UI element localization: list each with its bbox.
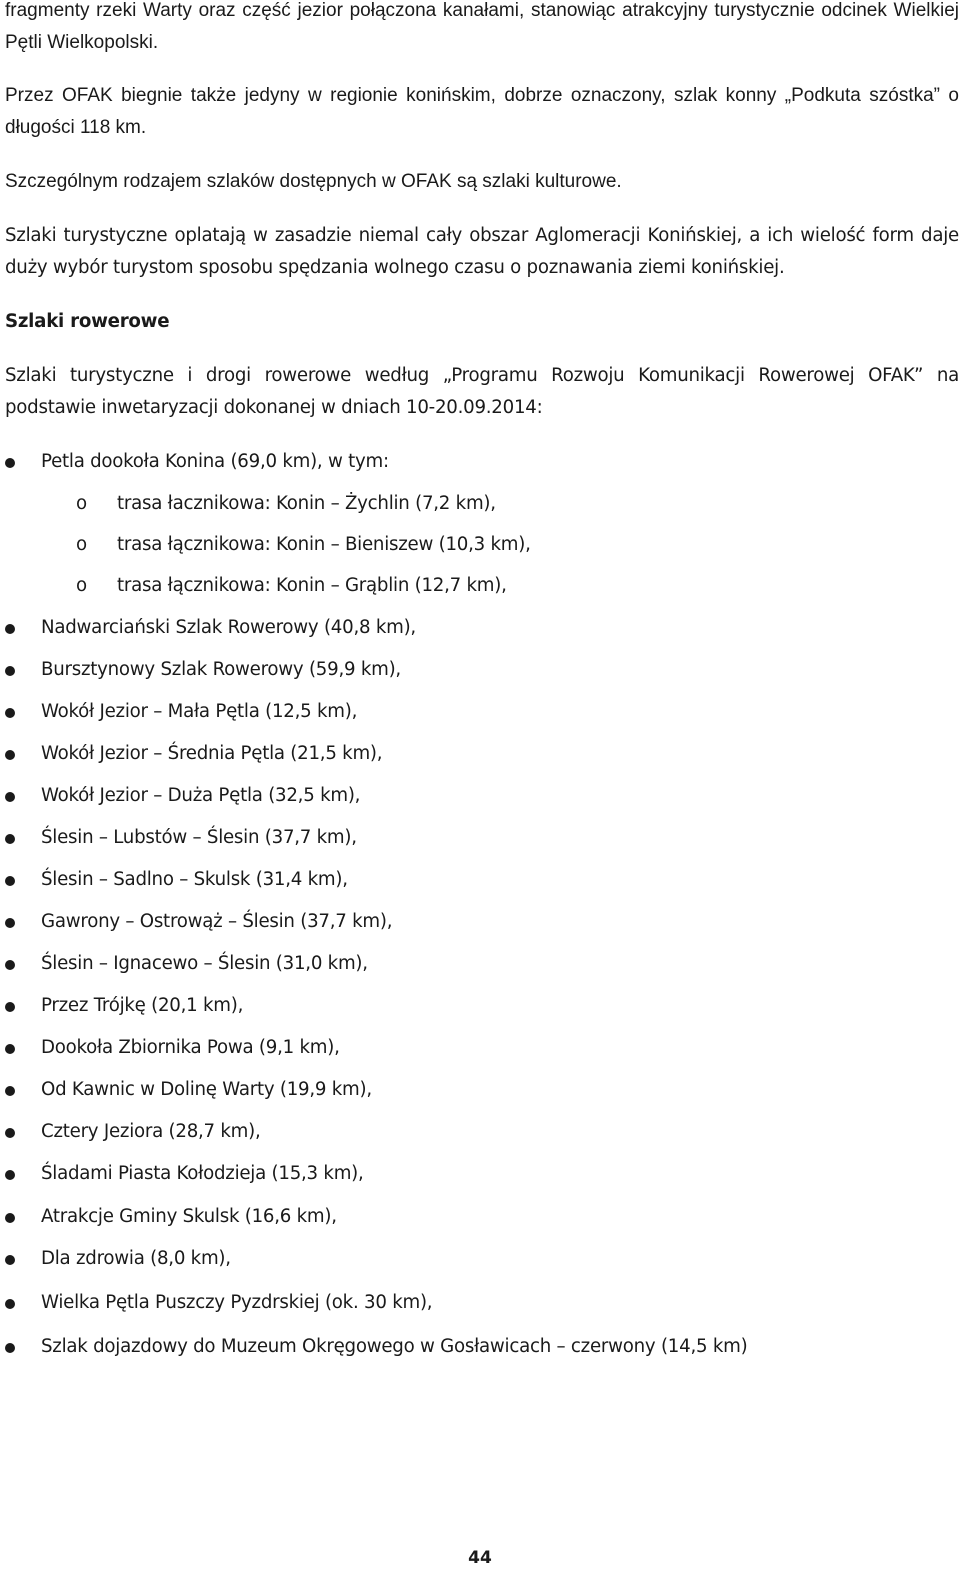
paragraph-warta: fragmenty rzeki Warty oraz część jezior połączona kanałami, stanowiąc atrakcyjny turystycznie odcinek Wielkiej Pętli Wielkopolski. xyxy=(5,0,959,53)
list-item xyxy=(0,780,950,812)
bullet-icon xyxy=(5,960,15,970)
list-item-label: Atrakcje Gminy Skulsk (16,6 km), xyxy=(41,1206,337,1227)
sub-list-item xyxy=(0,529,950,561)
bullet-icon xyxy=(5,708,15,718)
list-item-label: Dookoła Zbiornika Powa (9,1 km), xyxy=(41,1037,340,1058)
bullet-icon xyxy=(5,624,15,634)
list-item xyxy=(0,446,950,478)
list-item-label: Wokół Jezior – Średnia Pętla (21,5 km), xyxy=(41,743,383,764)
list-item xyxy=(0,696,950,728)
section-heading-bike-trails: Szlaki rowerowe xyxy=(5,311,170,332)
list-item xyxy=(0,822,950,854)
list-item xyxy=(0,1201,950,1233)
list-item xyxy=(0,1074,950,1106)
list-item-label: Od Kawnic w Dolinę Warty (19,9 km), xyxy=(41,1079,372,1100)
bullet-icon xyxy=(5,1044,15,1054)
list-item xyxy=(0,738,950,770)
list-item-label: Ślesin – Lubstów – Ślesin (37,7 km), xyxy=(41,827,357,848)
list-item-label: Dla zdrowia (8,0 km), xyxy=(41,1248,231,1269)
sub-list-item xyxy=(0,488,950,520)
bullet-icon xyxy=(5,834,15,844)
list-item xyxy=(0,1116,950,1148)
list-item xyxy=(0,948,950,980)
list-item-label: Przez Trójkę (20,1 km), xyxy=(41,995,244,1016)
list-item xyxy=(0,1158,950,1190)
list-item-label: Petla dookoła Konina (69,0 km), w tym: xyxy=(41,451,389,472)
sub-list-item-label: trasa łącznikowa: Konin – Grąblin (12,7 km), xyxy=(117,575,507,596)
list-item-label: Bursztynowy Szlak Rowerowy (59,9 km), xyxy=(41,659,401,680)
list-item-label: Szlak dojazdowy do Muzeum Okręgowego w Gosławicach – czerwony (14,5 km) xyxy=(41,1336,748,1357)
bullet-icon xyxy=(5,1255,15,1265)
list-item xyxy=(0,1331,950,1363)
bullet-icon xyxy=(5,1299,15,1309)
list-item xyxy=(0,1243,950,1275)
bullet-icon xyxy=(5,918,15,928)
list-item xyxy=(0,1287,950,1319)
list-item xyxy=(0,612,950,644)
sub-list-item-label: trasa łacznikowa: Konin – Żychlin (7,2 km), xyxy=(117,493,496,514)
bullet-icon xyxy=(5,1086,15,1096)
list-item-label: Ślesin – Ignacewo – Ślesin (31,0 km), xyxy=(41,953,368,974)
list-item xyxy=(0,990,950,1022)
sub-list-item-label: trasa łącznikowa: Konin – Bieniszew (10,3 km), xyxy=(117,534,531,555)
bullet-icon xyxy=(5,750,15,760)
bullet-icon xyxy=(5,1002,15,1012)
bullet-icon xyxy=(5,876,15,886)
circle-bullet-icon: o xyxy=(76,493,88,514)
list-item-label: Cztery Jeziora (28,7 km), xyxy=(41,1121,261,1142)
circle-bullet-icon: o xyxy=(76,534,88,555)
paragraph-cultural-trails: Szczególnym rodzajem szlaków dostępnych w OFAK są szlaki kulturowe. xyxy=(5,171,622,192)
bullet-icon xyxy=(5,1170,15,1180)
bullet-icon xyxy=(5,666,15,676)
paragraph-tourist-trails: Szlaki turystyczne oplatają w zasadzie niemal cały obszar Aglomeracji Konińskiej, a ich wielość form daje duży wybór turystom sposobu spędzania wolnego czasu o poznawania ziemi konińskiej. xyxy=(5,225,959,278)
list-item-label: Śladami Piasta Kołodzieja (15,3 km), xyxy=(41,1163,364,1184)
list-item-label: Wokół Jezior – Mała Pętla (12,5 km), xyxy=(41,701,358,722)
list-item-label: Gawrony – Ostrowąż – Ślesin (37,7 km), xyxy=(41,911,393,932)
bullet-icon xyxy=(5,458,15,468)
list-item-label: Wielka Pętla Puszczy Pyzdrskiej (ok. 30 km), xyxy=(41,1292,433,1313)
list-item-label: Ślesin – Sadlno – Skulsk (31,4 km), xyxy=(41,869,348,890)
paragraph-horse-trail: Przez OFAK biegnie także jedyny w regionie konińskim, dobrze oznaczony, szlak konny „Podkuta szóstka” o długości 118 km. xyxy=(5,85,959,138)
paragraph-bike-program: Szlaki turystyczne i drogi rowerowe według „Programu Rozwoju Komunikacji Rowerowej OFAK” na podstawie inwetaryzacji dokonanej w dniach 10-20.09.2014: xyxy=(5,365,959,418)
list-item-label: Wokół Jezior – Duża Pętla (32,5 km), xyxy=(41,785,361,806)
bullet-icon xyxy=(5,1343,15,1353)
bullet-icon xyxy=(5,1128,15,1138)
bullet-icon xyxy=(5,792,15,802)
page-number: 44 xyxy=(468,1548,492,1568)
sub-list-item xyxy=(0,570,950,602)
circle-bullet-icon: o xyxy=(76,575,88,596)
list-item-label: Nadwarciański Szlak Rowerowy (40,8 km), xyxy=(41,617,416,638)
list-item xyxy=(0,864,950,896)
bullet-icon xyxy=(5,1213,15,1223)
list-item xyxy=(0,654,950,686)
list-item xyxy=(0,906,950,938)
list-item xyxy=(0,1032,950,1064)
